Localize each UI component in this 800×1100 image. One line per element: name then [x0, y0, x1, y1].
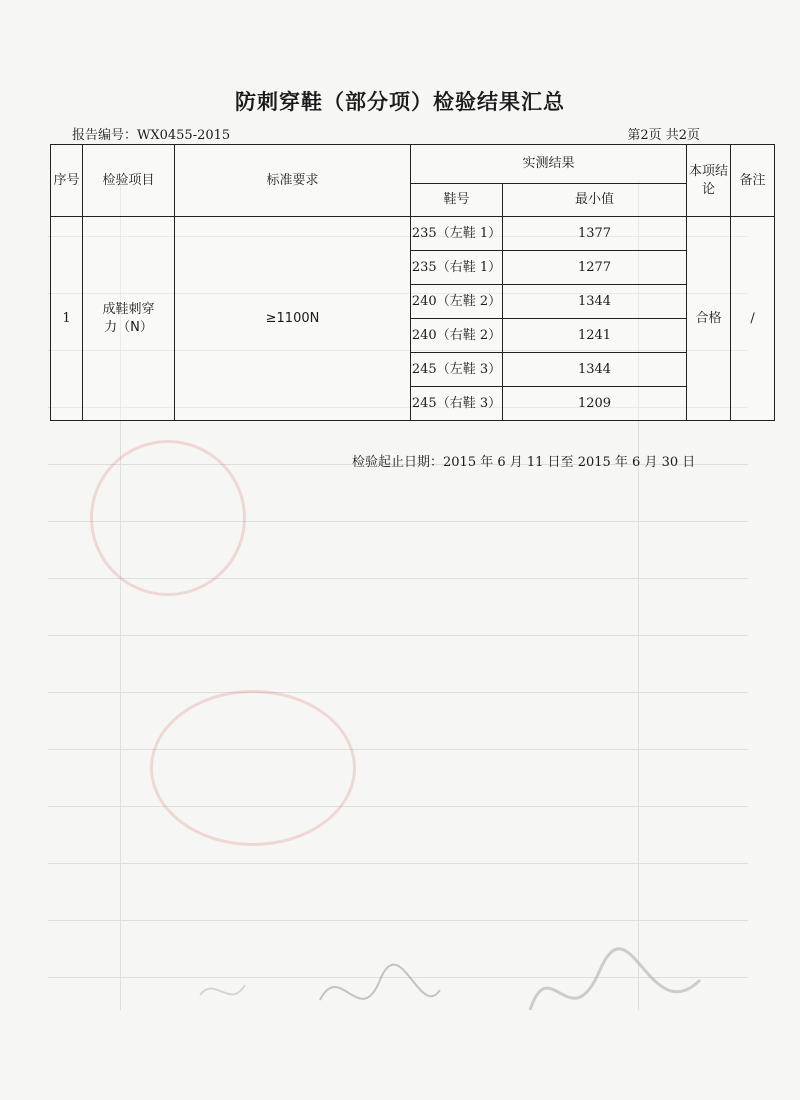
header-conclusion: 本项结论: [687, 145, 731, 217]
measurement-value: 1344: [503, 285, 687, 319]
header-row: [51, 145, 775, 184]
measurement-size: 245（左鞋 3）: [411, 353, 503, 387]
measurement-size: 245（右鞋 3）: [411, 387, 503, 421]
header-remark: 备注: [731, 145, 775, 217]
row-standard: ≥1100N: [175, 217, 411, 421]
table-row: [51, 217, 775, 251]
row-item: [83, 217, 175, 421]
results-table: [50, 144, 775, 421]
reverse-seal-ghost: [150, 690, 356, 846]
measurement-size: 235（左鞋 1）: [411, 217, 503, 251]
header-seq: 序号: [51, 145, 83, 217]
header-min-value: 最小值: [503, 184, 687, 217]
measurement-value: 1277: [503, 251, 687, 285]
measurement-value: 1344: [503, 353, 687, 387]
measurement-value: 1377: [503, 217, 687, 251]
signature-ghost: [0, 940, 800, 1080]
measurement-value: 1209: [503, 387, 687, 421]
measurement-size: 235（右鞋 1）: [411, 251, 503, 285]
page-indicator: 第2页 共2页: [627, 128, 700, 143]
row-conclusion: 合格: [687, 217, 731, 421]
row-remark: /: [731, 217, 775, 421]
row-item-text: 成鞋刺穿力（N）: [102, 301, 155, 335]
header-item: 检验项目: [83, 145, 175, 217]
header-standard: 标准要求: [175, 145, 411, 217]
row-seq: 1: [51, 217, 83, 421]
measurement-size: 240（左鞋 2）: [411, 285, 503, 319]
measurement-size: 240（右鞋 2）: [411, 319, 503, 353]
reverse-stamp-ghost: [90, 440, 246, 596]
report-number: 报告编号：WX0455-2015: [72, 128, 231, 143]
measurement-value: 1241: [503, 319, 687, 353]
header-shoe-size: 鞋号: [411, 184, 503, 217]
inspection-period: 检验起止日期：2015 年 6 月 11 日至 2015 年 6 月 30 日: [352, 455, 696, 470]
header-measured: 实测结果: [411, 145, 687, 184]
document-title: 防刺穿鞋（部分项）检验结果汇总: [235, 90, 565, 114]
